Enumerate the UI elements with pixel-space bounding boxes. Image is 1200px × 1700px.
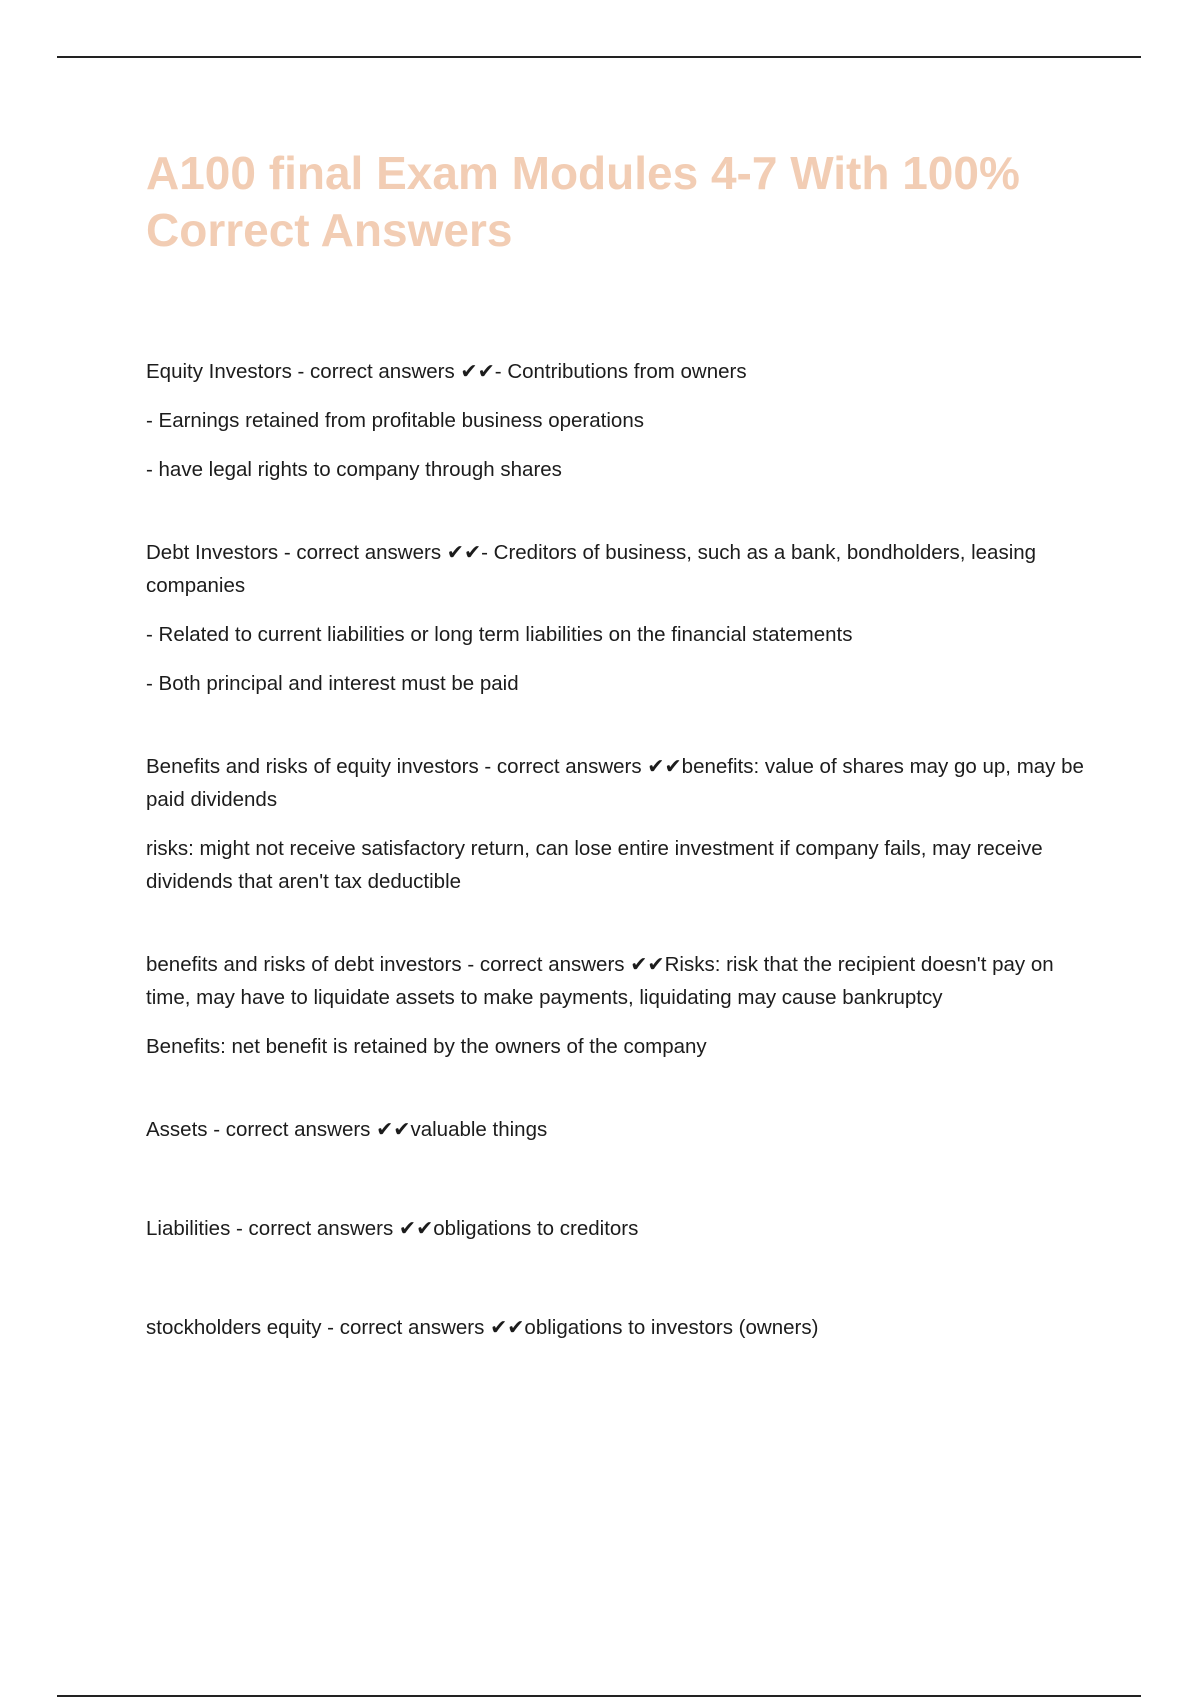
qa-entry-stockholders-equity	[146, 1311, 1086, 1344]
entry-line: stockholders equity - correct answers ✔✔obligations to investors (owners)	[146, 1316, 819, 1339]
entry-line: - Earnings retained from profitable business operations	[146, 409, 644, 432]
entry-line: - have legal rights to company through shares	[146, 458, 562, 481]
qa-entry-assets	[146, 1113, 1086, 1146]
top-rule	[57, 56, 1141, 58]
entry-line: benefits and risks of debt investors - correct answers ✔✔Risks: risk that the recipient doesn't pay on time, may have to liquidate assets to make payments, liquidating may cause bankruptcy	[146, 953, 1054, 1009]
entry-line: Liabilities - correct answers ✔✔obligations to creditors	[146, 1217, 639, 1240]
document-body	[146, 355, 1086, 1394]
entry-line: Benefits: net benefit is retained by the owners of the company	[146, 1035, 707, 1058]
bottom-rule	[57, 1695, 1141, 1697]
document-title: A100 final Exam Modules 4-7 With 100% Correct Answers	[146, 147, 1020, 256]
entry-line: - Related to current liabilities or long term liabilities on the financial statements	[146, 623, 853, 646]
entry-line: Assets - correct answers ✔✔valuable things	[146, 1118, 548, 1141]
entry-line: risks: might not receive satisfactory return, can lose entire investment if company fails, may receive dividends that aren't tax deductible	[146, 837, 1043, 893]
qa-entry-liabilities	[146, 1212, 1086, 1245]
entry-line: Debt Investors - correct answers ✔✔- Creditors of business, such as a bank, bondholders, leasing companies	[146, 541, 1037, 597]
qa-entry-equity-investors	[146, 355, 1086, 486]
entry-line: Benefits and risks of equity investors - correct answers ✔✔benefits: value of shares may go up, may be paid dividends	[146, 755, 1084, 811]
qa-entry-equity-benefits-risks	[146, 750, 1086, 898]
entry-line: Equity Investors - correct answers ✔✔- Contributions from owners	[146, 360, 747, 383]
qa-entry-debt-benefits-risks	[146, 948, 1086, 1063]
entry-line: - Both principal and interest must be paid	[146, 672, 519, 695]
qa-entry-debt-investors	[146, 536, 1086, 700]
